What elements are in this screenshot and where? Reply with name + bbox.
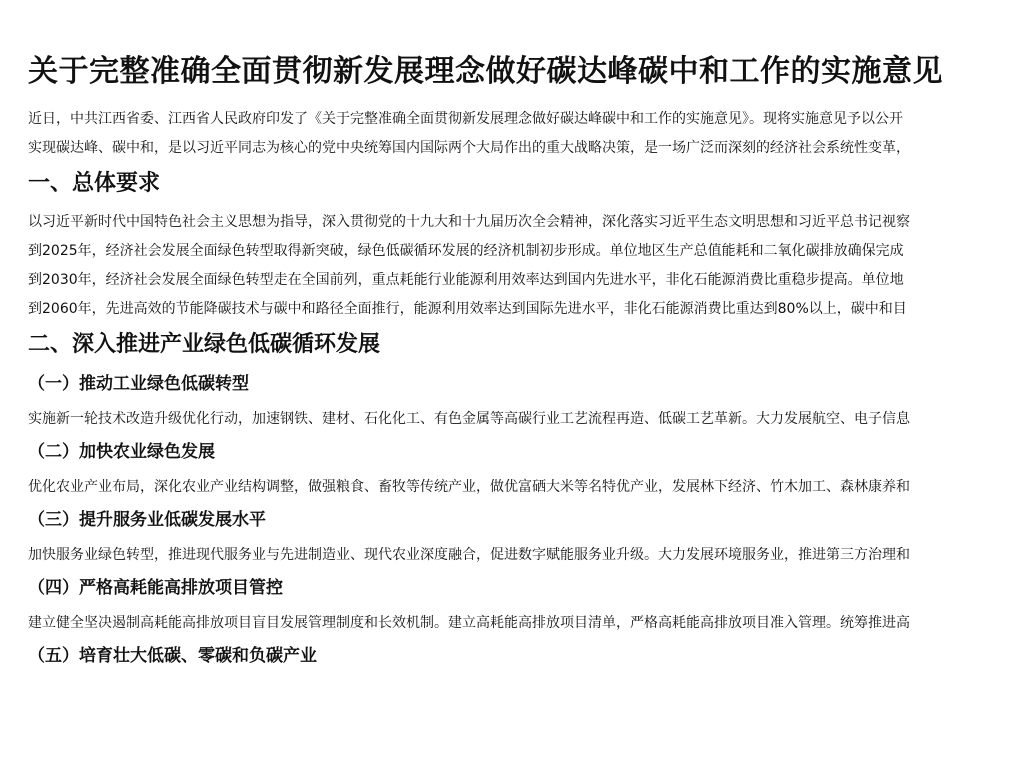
subsection-heading: （四）严格高耗能高排放项目管控 <box>28 578 283 598</box>
section-paragraph: 到2025年，经济社会发展全面绿色转型取得新突破，绿色低碳循环发展的经济机制初步形成。单位地区生产总值能耗和二氧化碳排放确保完成 <box>28 243 904 259</box>
intro-paragraph: 近日，中共江西省委、江西省人民政府印发了《关于完整准确全面贯彻新发展理念做好碳达峰碳中和工作的实施意见》。现将实施意见予以公开 <box>28 111 903 127</box>
page-title: 关于完整准确全面贯彻新发展理念做好碳达峰碳中和工作的实施意见 <box>28 54 943 89</box>
section-paragraph: 到2030年，经济社会发展全面绿色转型走在全国前列，重点耗能行业能源利用效率达到国内先进水平，非化石能源消费比重稳步提高。单位地 <box>28 272 904 288</box>
subsection-heading: （三）提升服务业低碳发展水平 <box>28 510 266 530</box>
subsection-heading: （五）培育壮大低碳、零碳和负碳产业 <box>28 646 317 666</box>
subsection-heading: （二）加快农业绿色发展 <box>28 442 215 462</box>
subsection-paragraph: 优化农业产业布局，深化农业产业结构调整，做强粮食、畜牧等传统产业，做优富硒大米等名特优产业，发展林下经济、竹木加工、森林康养和 <box>28 479 910 495</box>
section-heading-general-requirements: 一、总体要求 <box>28 171 161 196</box>
intro-paragraph: 实现碳达峰、碳中和，是以习近平同志为核心的党中央统筹国内国际两个大局作出的重大战略决策，是一场广泛而深刻的经济社会系统性变革， <box>28 140 910 156</box>
section-heading-industry-green-development: 二、深入推进产业绿色低碳循环发展 <box>28 332 381 357</box>
section-paragraph: 到2060年，先进高效的节能降碳技术与碳中和路径全面推行，能源利用效率达到国际先进水平，非化石能源消费比重达到80%以上，碳中和目 <box>28 301 907 317</box>
subsection-paragraph: 加快服务业绿色转型，推进现代服务业与先进制造业、现代农业深度融合，促进数字赋能服务业升级。大力发展环境服务业，推进第三方治理和 <box>28 547 910 563</box>
section-paragraph: 以习近平新时代中国特色社会主义思想为指导，深入贯彻党的十九大和十九届历次全会精神，深化落实习近平生态文明思想和习近平总书记视察 <box>28 214 910 230</box>
subsection-paragraph: 实施新一轮技术改造升级优化行动，加速钢铁、建材、石化化工、有色金属等高碳行业工艺流程再造、低碳工艺革新。大力发展航空、电子信息 <box>28 411 910 427</box>
subsection-heading: （一）推动工业绿色低碳转型 <box>28 374 249 394</box>
subsection-paragraph: 建立健全坚决遏制高耗能高排放项目盲目发展管理制度和长效机制。建立高耗能高排放项目清单，严格高耗能高排放项目准入管理。统筹推进高 <box>28 615 910 631</box>
